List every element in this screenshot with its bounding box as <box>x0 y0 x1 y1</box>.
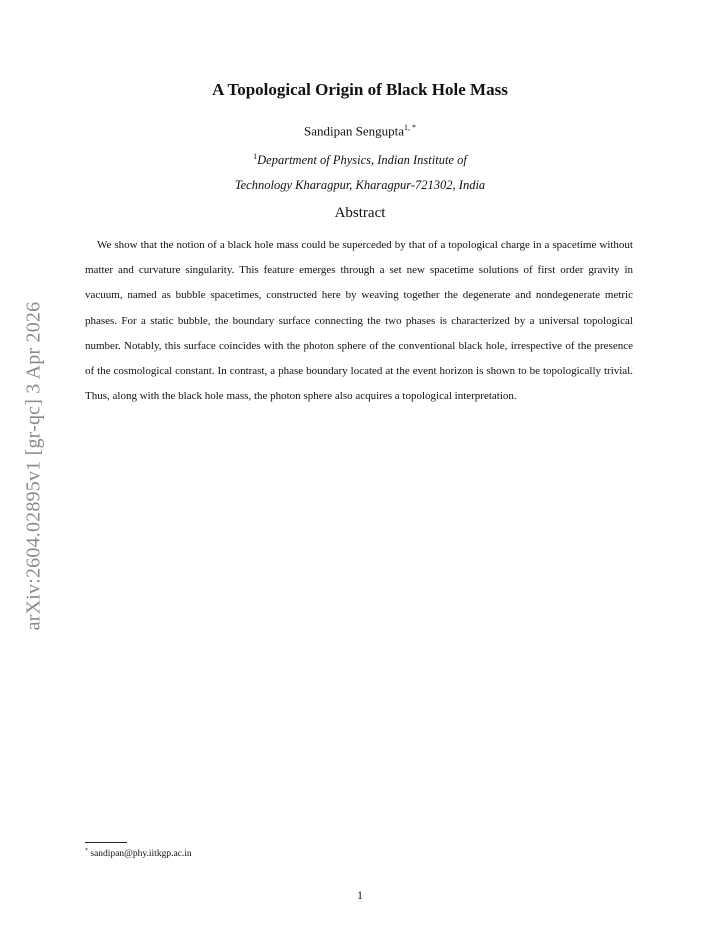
arxiv-identifier-stamp: arXiv:2604.02895v1 [gr-qc] 3 Apr 2026 <box>22 301 45 631</box>
page-number: 1 <box>357 888 363 902</box>
affiliation-text-2: Technology Kharagpur, Kharagpur-721302, India <box>234 178 486 192</box>
affiliation-line-1 <box>0 152 720 168</box>
abstract-heading: Abstract <box>334 205 386 221</box>
affiliation-line-2 <box>0 178 720 193</box>
footnote <box>85 848 192 859</box>
author-marks: 1, * <box>404 123 416 132</box>
author-line <box>0 123 720 139</box>
paper-title: A Topological Origin of Black Hole Mass <box>212 80 508 99</box>
footnote-email: sandipan@phy.iitkgp.ac.in <box>90 849 192 860</box>
affiliation-mark: 1 <box>253 152 258 161</box>
affiliation-text-1: Department of Physics, Indian Institute of <box>257 153 467 168</box>
author-name: Sandipan Sengupta <box>303 123 404 139</box>
abstract-body: We show that the notion of a black hole mass could be superceded by that of a topological charge in a spacetime without matter and curvature singularity. This feature emerges through a set new spacetime solutions of first order gravity in vacuum, named as bubble spacetimes, constructed here by weaving together the degenerate and nondegenerate metric phases. For a static bubble, the boundary surface connecting the two phases is characterized by a universal topological number. Notably, this surface coincides with the photon sphere of the conventional black hole, irrespective of the presence of the cosmological constant. In contrast, a phase boundary located at the event horizon is shown to be topologically trivial. Thus, along with the black hole mass, the photon sphere also acquires a topological interpretation. <box>85 239 633 403</box>
footnote-rule <box>85 842 127 843</box>
footnote-mark: * <box>85 848 88 854</box>
